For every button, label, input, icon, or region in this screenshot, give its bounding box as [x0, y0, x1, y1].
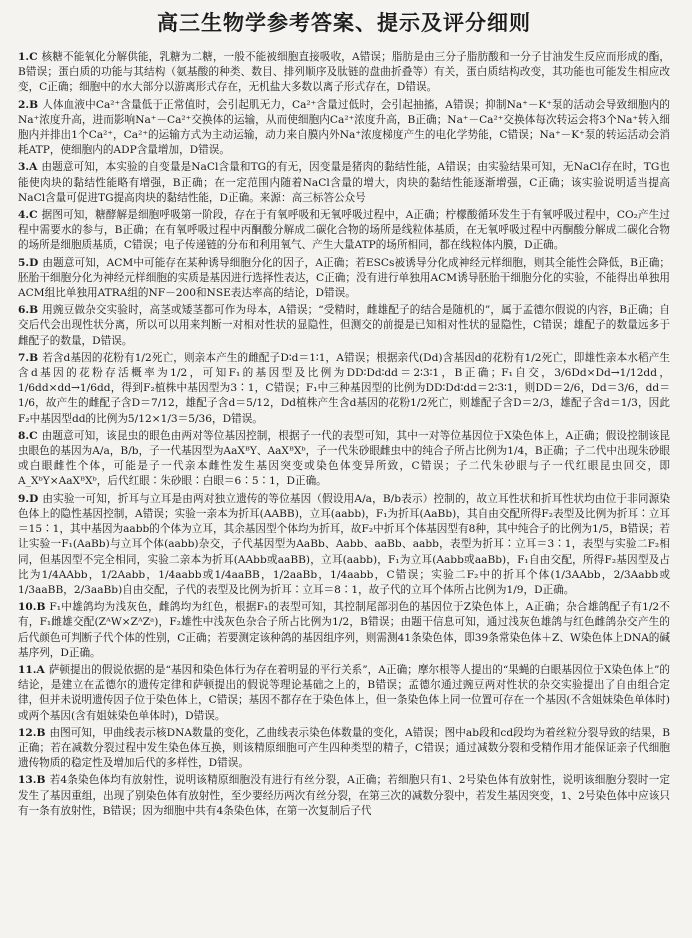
question-number: 1.	[18, 51, 30, 63]
question-number: 10.	[18, 601, 37, 614]
answer-letter: B	[36, 601, 46, 614]
explanation-text: 萨顿提出的假说依据的是“基因和染色体行为存在着明显的平行关系”，A正确；摩尔根等人提出的“果蝇的白眼基因位于X染色体上”的结论，是建立在孟德尔的遗传定律和萨顿提出的假说等理论基础之上的，B错误；孟德尔通过豌豆两对性状的杂交实验提出了自由组合定律，但并未说明遗传因子位于染色体上，C错误；基因不都存在于染色体上，但一条染色体上同一位置可存在一个基因(不含姐妹染色单体时)或两个基因(含有姐妹染色单体时)，D错误。	[18, 663, 670, 722]
explanation-text: 人体血液中Ca²⁺含量低于正常值时，会引起肌无力，Ca²⁺含量过低时，会引起抽搐，A错误；抑制Na⁺－K⁺泵的活动会导致细胞内的Na⁺浓度升高，进而影响Na⁺－Ca²⁺交换体的运输，从而使细胞内Ca²⁺浓度升高，B正确；Na⁺－Ca²⁺交换体每次转运会将3个Na⁺转入细胞内并排出1个Ca²⁺，Ca²⁺的运输方式为主动运输，动力来自膜内外Na⁺浓度梯度产生的电化学势能，C错误；Na⁺－K⁺泵的转运活动会消耗ATP，使细胞内的ADP含量增加，D错误。	[18, 98, 670, 157]
answer-item	[18, 50, 670, 96]
answer-letter: D	[29, 256, 39, 269]
explanation-text: F₁中雄鸽均为浅灰色，雌鸽均为红色，根据F₁的表型可知，其控制尾部羽色的基因位于Z染色体上，A正确；杂合雄鸽配子有1/2不有，F₁雌雄交配(ZᴬW×ZᴬZᵃ)，F₂雄性中浅灰色杂合子所占比例为1/2，B错误；由题干信息可知，通过浅灰色雄鸽与红色雌鸽杂交产生的后代颜色可判断子代个体的性别，C正确；若要测定该种鸽的基因组序列，则需测41条染色体，即39条常染色体＋Z、W染色体上DNA的碱基序列，D正确。	[18, 601, 670, 659]
answer-item	[18, 160, 670, 206]
question-number: 8.	[18, 429, 30, 442]
explanation-text: 据图可知，糖酵解是细胞呼吸第一阶段，存在于有氧呼吸和无氧呼吸过程中，A正确；柠檬酸循环发生于有氧呼吸过程中，CO₂产生过程中需要水的参与，B正确；在有氧呼吸过程中丙酮酸分解成二碳化合物的场所是线粒体基质，在无氧呼吸过程中丙酮酸分解成二碳化合物的场所是细胞质基质，C错误；电子传递链的分布和利用氧气、产生大量ATP的场所相同，都在线粒体内膜，D正确。	[18, 209, 670, 252]
answer-item	[18, 256, 670, 302]
answer-item	[18, 492, 670, 598]
question-number: 12.	[18, 726, 37, 739]
explanation-text: 若含d基因的花粉有1/2死亡，则亲本产生的雌配子D∶d＝1∶1，A错误；根据亲代(Dd)含基因d的花粉有1/2死亡，即雄性亲本水稻产生含d基因的花粉存活概率为1/2，可知F₁的基因型及比例为DD∶Dd∶dd＝2∶3∶1，B正确；F₁自交，3/6Dd×Dd→1/12dd，1/6dd×dd→1/6dd，得到F₂植株中基因型为3∶1，C错误；F₁中三种基因型的比例为DD∶Dd∶dd＝2∶3∶1，则DD＝2/6，Dd＝3/6，dd＝1/6，故产生的雌配子含D＝7/12，雄配子含d＝5/12，Dd植株产生含d基因的花粉1/2死亡，则雄配子含D＝2/3，雄配子含d＝1/3，因此F₂中基因型dd的比例为5/12×1/3＝5/36，D错误。	[18, 351, 670, 425]
answer-letter: C	[29, 429, 38, 442]
question-number: 7.	[18, 351, 30, 364]
answer-item	[18, 351, 670, 427]
question-number: 13.	[18, 774, 37, 787]
explanation-text: 若4条染色体均有放射性，说明该精原细胞没有进行有丝分裂，A正确；若细胞只有1、2号染色体有放射性，说明该细胞分裂时一定发生了基因重组，出现了别染色体有放射性，至少要经历两次有丝分裂，在第三次的减数分裂中，若发生基因突变，1、2号染色体中应该只有一条有放射性，B错误；因为细胞中共有4条染色体，在第一次复制后子代	[18, 774, 670, 817]
question-number: 9.	[18, 492, 30, 505]
explanation-text: 由题意可知，本实验的自变量是NaCl含量和TG的有无，因变量是猪肉的黏结性能，A错误；由实验结果可知，无NaCl存在时，TG也能使肉块的黏结性能略有增强，B正确；在一定范围内随着NaCl含量的增大，肉块的黏结性能逐渐增强，C正确；该实验说明适当提高NaCl含量可促进TG提高肉块的黏结性能，D正确。来源：高三标答公众号	[18, 161, 670, 204]
answer-list	[18, 50, 670, 819]
answer-letter: B	[29, 98, 39, 111]
question-number: 2.	[18, 98, 30, 111]
answer-item	[18, 600, 670, 661]
answer-item	[18, 303, 670, 349]
answer-letter: A	[29, 161, 38, 174]
answer-item	[18, 663, 670, 724]
question-number: 3.	[18, 161, 30, 174]
page-title: 高三生物学参考答案、提示及评分细则	[157, 11, 531, 35]
explanation-text: 由题意可知，ACM中可能存在某种诱导细胞分化的因子，A正确；若ESCs被诱导分化成神经元样细胞，则其全能性会降低，B正确；胚胎干细胞分化为神经元样细胞的实质是基因进行选择性表达，C正确；没有进行单独用ACM诱导胚胎干细胞分化的实验，不能得出单独用ACM组比单独用ATRA组的NF－200和NSE表达率高的结论，D错误。	[18, 256, 670, 300]
answer-item	[18, 208, 670, 254]
answer-letter: C	[29, 51, 38, 63]
answer-item	[18, 726, 670, 772]
answer-letter: D	[29, 492, 39, 505]
answer-letter: B	[36, 774, 46, 787]
question-number: 4.	[18, 209, 30, 222]
question-number: 6.	[18, 304, 30, 317]
question-number: 5.	[18, 256, 30, 269]
answer-item	[18, 98, 670, 159]
question-number: 11.	[18, 663, 37, 676]
answer-letter: A	[36, 663, 45, 676]
explanation-text: 核糖不能氧化分解供能，乳糖为二糖，一般不能被细胞直接吸收，A错误；脂肪是由三分子脂肪酸和一分子甘油发生反应而形成的酯，B错误；蛋白质的功能与其结构（氨基酸的种类、数目、排列顺序及肽链的盘曲折叠等）有关，蛋白质结构改变，其功能也可能发生相应改变，C正确；细胞中的水大部分以游离形式存在，无机盐大多数以离子形式存在，D错误。	[18, 51, 670, 94]
answer-letter: B	[29, 351, 39, 364]
explanation-text: 由实验一可知，折耳与立耳是由两对独立遗传的等位基因（假设用A/a，B/b表示）控制的，故立耳性状和折耳性状均由位于非同源染色体上的隐性基因控制，A错误；实验一亲本为折耳(AABB)，立耳(aabb)，F₁为折耳(AaBb)，其自由交配所得F₂表型及比例为折耳∶立耳＝15∶1，其中基因为aabb的个体为立耳，其余基因型个体均为折耳，故F₂中折耳个体基因型有8种，其中纯合子的比例为1/5，B错误；若让实验一F₁(AaBb)与立耳个体(aabb)杂交，子代基因型为AaBb、Aabb、aaBb、aabb，表型为折耳∶立耳＝3∶1，表型与实验二F₂相同，但基因型不完全相同，实验二亲本为折耳(AAbb或aaBB)，立耳(aabb)，F₁为立耳(Aabb或aaBb)，F₁自由交配，所得F₂基因型及占比为1/4AAbb，1/2Aabb，1/4aabb或1/4aaBB，1/2aaBb，1/4aabb，C错误；实验二F₂中的折耳个体(1/3AAbb，2/3Aabb或1/3aaBB，2/3aaBb)自由交配，子代的表型及比例为折耳∶立耳＝8∶1，故子代的立耳个体所占比例为1/9，D正确。	[18, 492, 670, 596]
answer-letter: B	[29, 304, 39, 317]
explanation-text: 由图可知，甲曲线表示核DNA数量的变化，乙曲线表示染色体数量的变化，A错误；图中ab段和cd段均为着丝粒分裂导致的结果，B正确；若在减数分裂过程中发生染色体互换，则该精原细胞可产生四种类型的精子，C错误；通过减数分裂和受精作用才能保证亲子代细胞遗传物质的稳定性及增加后代的多样性，D错误。	[18, 726, 670, 770]
explanation-text: 用豌豆做杂交实验时，高茎或矮茎都可作为母本，A错误；“受精时，雌雄配子的结合是随机的”，属于孟德尔假说的内容，B正确；自交后代会出现性状分离，所以可以用来判断一对相对性状的显隐性，但测交的前提是已知相对性状的显隐性，C错误；雄配子的数量远多于雌配子的数量，D错误。	[18, 304, 670, 347]
answer-item	[18, 429, 670, 490]
answer-letter: C	[29, 209, 38, 222]
explanation-text: 由题意可知，该昆虫的眼色由两对等位基因控制，根据子一代的表型可知，其中一对等位基因位于X染色体上，A正确；假设控制该昆虫眼色的基因为A/a，B/b，子一代基因型为AaXᴮY、AaXᴮXᵇ，子一代朱砂眼雌虫中的纯合子所占比例为1/4，B正确；子二代中出现朱砂眼或白眼雌性个体，可能是子一代亲本雌性发生基因突变或染色体变异所致，C错误；子二代朱砂眼与子一代红眼昆虫回交，即A_XᵇY×AaXᴮXᵇ，后代红眼∶朱砂眼∶白眼＝6∶5∶1，D正确。	[18, 429, 670, 488]
answer-letter: B	[36, 726, 46, 739]
answer-item	[18, 773, 670, 819]
